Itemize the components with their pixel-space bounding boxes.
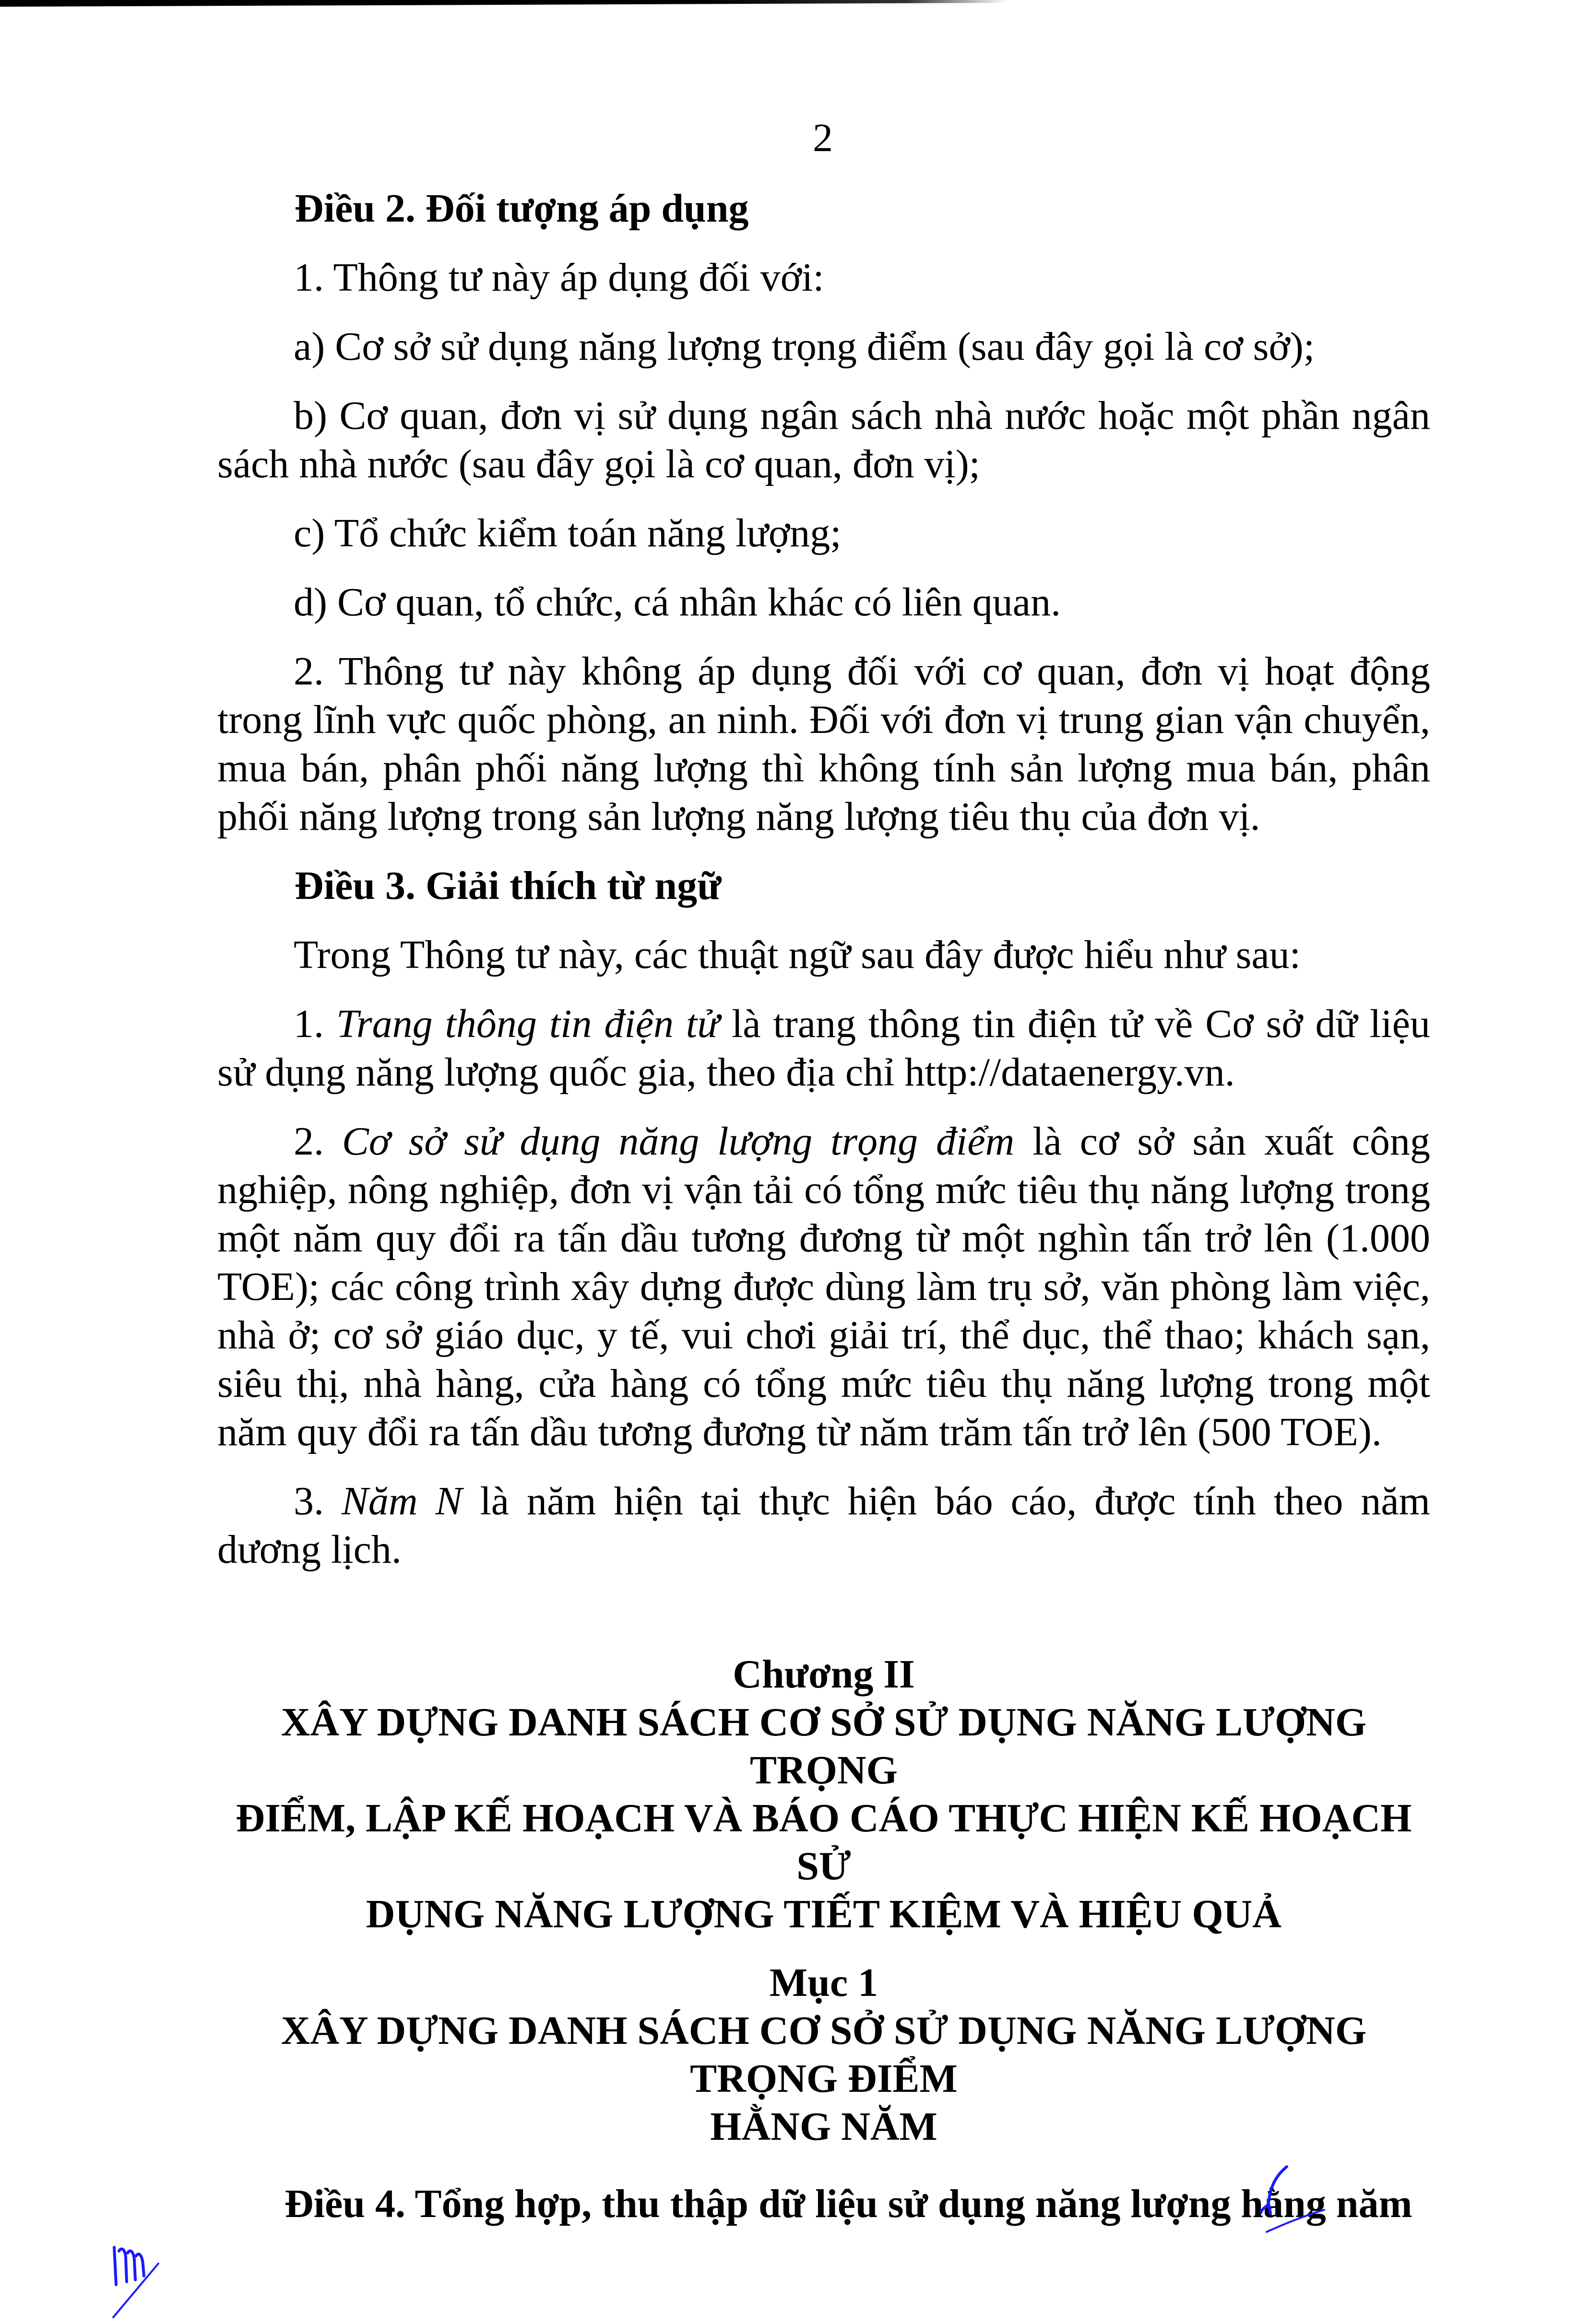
article-4-heading: Điều 4. Tổng hợp, thu thập dữ liệu sử dụng năng lượng hằng năm xyxy=(285,2182,1412,2226)
chapter-title xyxy=(217,1699,1430,1938)
definition-1-text: là trang thông tin điện tử về Cơ sở dữ liệu sử dụng năng lượng quốc gia, theo địa chỉ http://dataenergy.vn. xyxy=(217,1002,1430,1095)
initials-signature-right xyxy=(1247,2161,1353,2238)
section-title xyxy=(217,2007,1430,2151)
section-title-line: XÂY DỰNG DANH SÁCH CƠ SỞ SỬ DỤNG NĂNG LƯỢNG TRỌNG ĐIỂM xyxy=(281,2008,1367,2101)
section-heading xyxy=(217,1959,1430,2151)
article-3-definition-3 xyxy=(217,1477,1430,1574)
article-2-clause-2: 2. Thông tư này không áp dụng đối với cơ quan, đơn vị hoạt động trong lĩnh vực quốc phòng, an ninh. Đối với đơn vị trung gian vận chuyển, mua bán, phân phối năng lượng thì không tính sản lượng mua bán, phân phối năng lượng trong sản lượng năng lượng tiêu thụ của đơn vị. xyxy=(217,649,1430,839)
definition-3-term: Năm N xyxy=(341,1479,462,1523)
article-2-item-a: a) Cơ sở sử dụng năng lượng trọng điểm (sau đây gọi là cơ sở); xyxy=(294,324,1315,369)
initials-signature-left xyxy=(96,2228,192,2324)
chapter-heading xyxy=(217,1651,1430,1938)
article-2-item-c: c) Tổ chức kiểm toán năng lượng; xyxy=(294,511,842,555)
article-3-definition-2 xyxy=(217,1117,1430,1456)
article-2-item-d: d) Cơ quan, tổ chức, cá nhân khác có liên quan. xyxy=(294,580,1061,625)
chapter-title-line: DỤNG NĂNG LƯỢNG TIẾT KIỆM VÀ HIỆU QUẢ xyxy=(366,1892,1282,1936)
article-3-definition-1 xyxy=(217,1000,1430,1097)
section-label: Mục 1 xyxy=(769,1960,878,2005)
article-2-clause-1: 1. Thông tư này áp dụng đối với: xyxy=(294,255,824,300)
chapter-title-line: ĐIỂM, LẬP KẾ HOẠCH VÀ BÁO CÁO THỰC HIỆN KẾ HOẠCH SỬ xyxy=(236,1796,1412,1888)
page-number: 2 xyxy=(813,116,833,160)
chapter-label: Chương II xyxy=(733,1652,915,1697)
definition-1-number: 1. xyxy=(294,1002,336,1046)
article-3-heading: Điều 3. Giải thích từ ngữ xyxy=(295,863,722,908)
article-2-item-b: b) Cơ quan, đơn vị sử dụng ngân sách nhà nước hoặc một phần ngân sách nhà nước (sau đây gọi là cơ quan, đơn vị); xyxy=(217,393,1430,486)
article-2-heading: Điều 2. Đối tượng áp dụng xyxy=(295,186,749,231)
article-3-intro: Trong Thông tư này, các thuật ngữ sau đây được hiểu như sau: xyxy=(294,932,1301,977)
document-body xyxy=(217,0,1430,2324)
definition-2-number: 2. xyxy=(294,1119,342,1164)
definition-3-number: 3. xyxy=(294,1479,342,1523)
definition-3-text: là năm hiện tại thực hiện báo cáo, được tính theo năm dương lịch. xyxy=(217,1479,1430,1572)
section-title-line: HẰNG NĂM xyxy=(710,2104,937,2149)
chapter-title-line: XÂY DỰNG DANH SÁCH CƠ SỞ SỬ DỤNG NĂNG LƯỢNG TRỌNG xyxy=(281,1700,1367,1793)
definition-1-term: Trang thông tin điện tử xyxy=(336,1002,720,1046)
definition-2-text: là cơ sở sản xuất công nghiệp, nông nghiệp, đơn vị vận tải có tổng mức tiêu thụ năng lượng trong một năm quy đổi ra tấn dầu tương đương từ một nghìn tấn trở lên (1.000 TOE); các công trình xây dựng được dùng làm trụ sở, văn phòng làm việc, nhà ở; cơ sở giáo dục, y tế, vui chơi giải trí, thể dục, thể thao; khách sạn, siêu thị, nhà hàng, cửa hàng có tổng mức tiêu thụ năng lượng trong một năm quy đổi ra tấn dầu tương đương từ năm trăm tấn trở lên (500 TOE). xyxy=(217,1119,1431,1454)
definition-2-term: Cơ sở sử dụng năng lượng trọng điểm xyxy=(342,1119,1015,1164)
